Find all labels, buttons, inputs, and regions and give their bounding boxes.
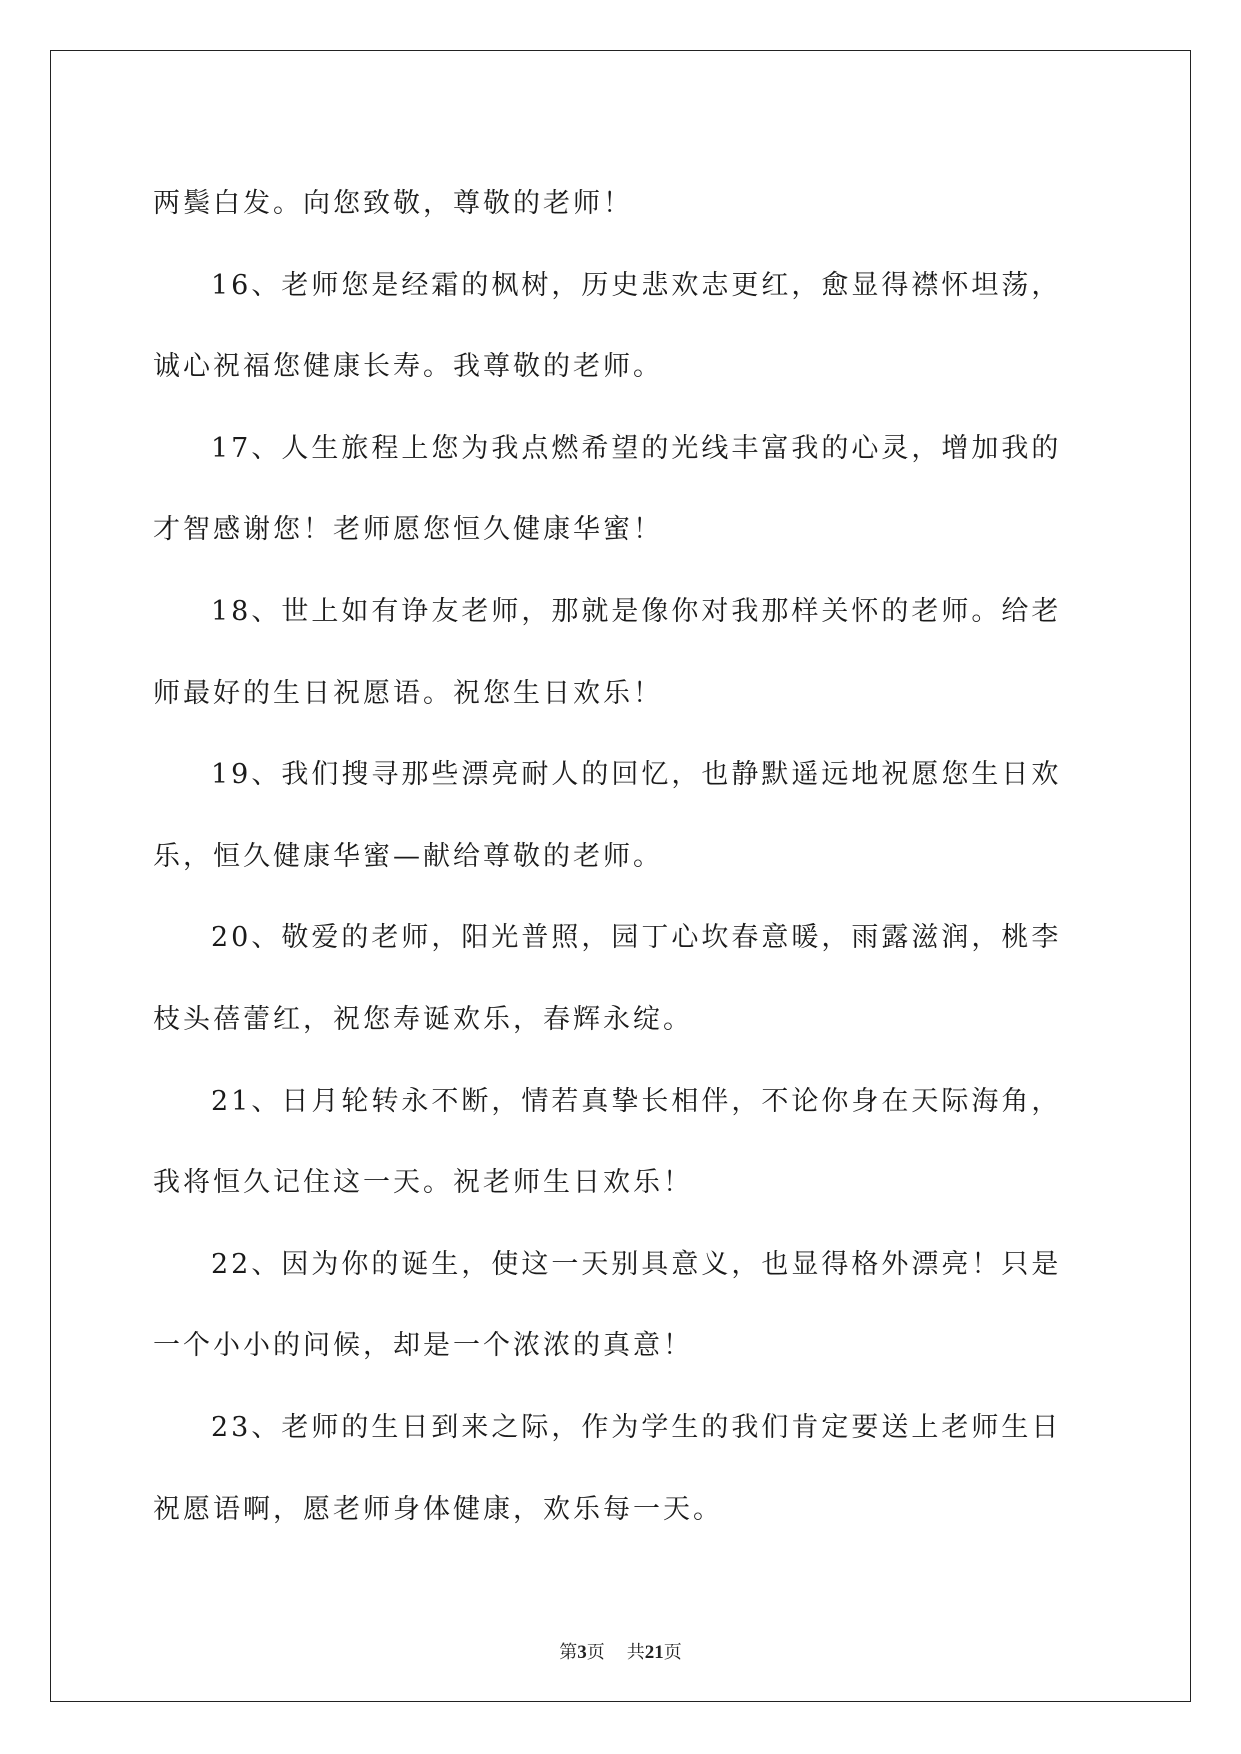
page-suffix: 页 — [586, 1642, 605, 1663]
page-current: 3 — [577, 1642, 587, 1663]
text-line: 22、因为你的诞生，使这一天别具意义，也显得格外漂亮！只是 — [211, 1248, 1062, 1280]
total-prefix: 共 — [626, 1642, 645, 1663]
text-line: 18、世上如有诤友老师，那就是像你对我那样关怀的老师。给老 — [211, 595, 1062, 627]
text-line: 20、敬爱的老师，阳光普照，园丁心坎春意暖，雨露滋润，桃李 — [211, 922, 1062, 954]
text-line: 两鬓白发。向您致敬，尊敬的老师！ — [153, 188, 633, 219]
text-line: 一个小小的问候，却是一个浓浓的真意！ — [153, 1330, 693, 1362]
page-prefix: 第 — [559, 1642, 578, 1663]
total-suffix: 页 — [663, 1642, 682, 1663]
text-line: 枝头蓓蕾红，祝您寿诞欢乐，春辉永绽。 — [153, 1003, 693, 1035]
document-body — [153, 163, 1097, 1550]
text-line: 诚心祝福您健康长寿。我尊敬的老师。 — [153, 351, 663, 383]
text-line: 才智感谢您！老师愿您恒久健康华蜜！ — [153, 514, 663, 546]
text-line: 乐，恒久健康华蜜—献给尊敬的老师。 — [153, 840, 663, 872]
text-line: 21、日月轮转永不断，情若真挚长相伴，不论你身在天际海角， — [211, 1085, 1062, 1117]
text-line: 16、老师您是经霜的枫树，历史悲欢志更红，愈显得襟怀坦荡， — [211, 269, 1062, 301]
text-line: 师最好的生日祝愿语。祝您生日欢乐！ — [153, 677, 663, 709]
text-line: 23、老师的生日到来之际，作为学生的我们肯定要送上老师生日 — [211, 1411, 1062, 1443]
page-total: 21 — [644, 1642, 664, 1663]
text-line: 我将恒久记住这一天。祝老师生日欢乐！ — [153, 1167, 693, 1199]
text-line: 17、人生旅程上您为我点燃希望的光线丰富我的心灵，增加我的 — [211, 432, 1062, 464]
page-footer — [0, 1638, 1241, 1664]
text-line: 祝愿语啊，愿老师身体健康，欢乐每一天。 — [153, 1493, 723, 1525]
text-line: 19、我们搜寻那些漂亮耐人的回忆，也静默遥远地祝愿您生日欢 — [211, 759, 1062, 791]
